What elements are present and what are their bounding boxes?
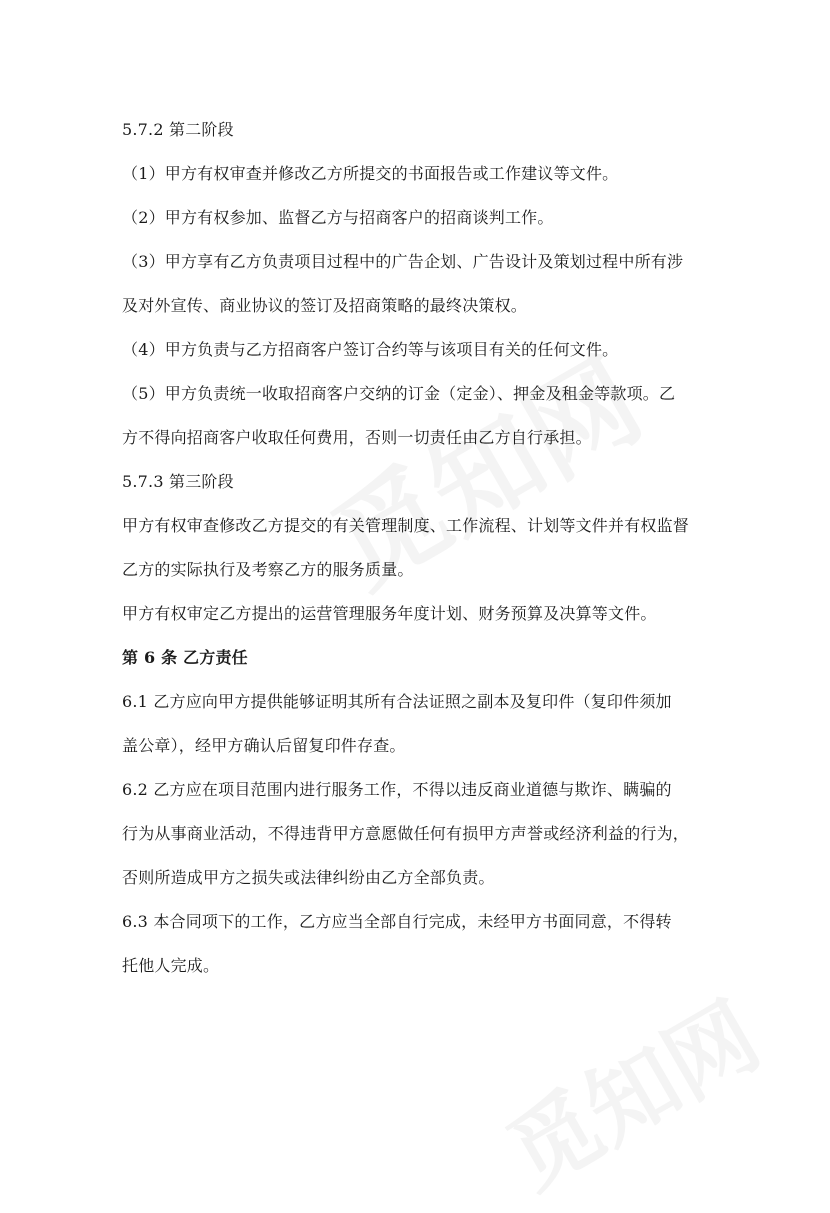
watermark-logo <box>480 965 779 1213</box>
clause-6-1: 6.1 乙方应向甲方提供能够证明其所有合法证照之副本及复印件（复印件须加 <box>122 692 672 711</box>
clause-6-3-cont: 托他人完成。 <box>122 956 220 975</box>
paragraph-review-docs: 甲方有权审查修改乙方提交的有关管理制度、工作流程、计划等文件并有权监督 <box>122 516 690 535</box>
clause-6-2-cont-2: 否则所造成甲方之损失或法律纠纷由乙方全部负责。 <box>122 868 495 887</box>
clause-item-3-cont: 及对外宣传、商业协议的签订及招商策略的最终决策权。 <box>122 296 528 315</box>
clause-item-5: （5）甲方负责统一收取招商客户交纳的订金（定金）、押金及租金等款项。乙 <box>122 384 676 403</box>
document-body <box>122 108 712 988</box>
clause-item-3: （3）甲方享有乙方负责项目过程中的广告企划、广告设计及策划过程中所有涉 <box>122 252 684 271</box>
clause-6-1-cont: 盖公章），经甲方确认后留复印件存查。 <box>122 736 406 755</box>
clause-item-5-cont: 方不得向招商客户收取任何费用，否则一切责任由乙方自行承担。 <box>122 428 592 447</box>
clause-item-2: （2）甲方有权参加、监督乙方与招商客户的招商谈判工作。 <box>122 208 554 227</box>
clause-item-4: （4）甲方负责与乙方招商客户签订合约等与该项目有关的任何文件。 <box>122 340 619 359</box>
clause-6-3: 6.3 本合同项下的工作，乙方应当全部自行完成，未经甲方书面同意，不得转 <box>122 912 672 931</box>
paragraph-review-docs-cont: 乙方的实际执行及考察乙方的服务质量。 <box>122 560 414 579</box>
clause-6-2-cont: 行为从事商业活动，不得违背甲方意愿做任何有损甲方声誉或经济利益的行为， <box>122 824 690 843</box>
clause-6-2: 6.2 乙方应在项目范围内进行服务工作，不得以违反商业道德与欺诈、瞒骗的 <box>122 780 672 799</box>
article-heading-6: 第 6 条 乙方责任 <box>122 648 248 667</box>
clause-item-1: （1）甲方有权审查并修改乙方所提交的书面报告或工作建议等文件。 <box>122 164 619 183</box>
section-heading-5-7-3: 5.7.3 第三阶段 <box>122 472 234 491</box>
section-heading-5-7-2: 5.7.2 第二阶段 <box>122 120 234 139</box>
paragraph-annual-plan: 甲方有权审定乙方提出的运营管理服务年度计划、财务预算及决算等文件。 <box>122 604 657 623</box>
